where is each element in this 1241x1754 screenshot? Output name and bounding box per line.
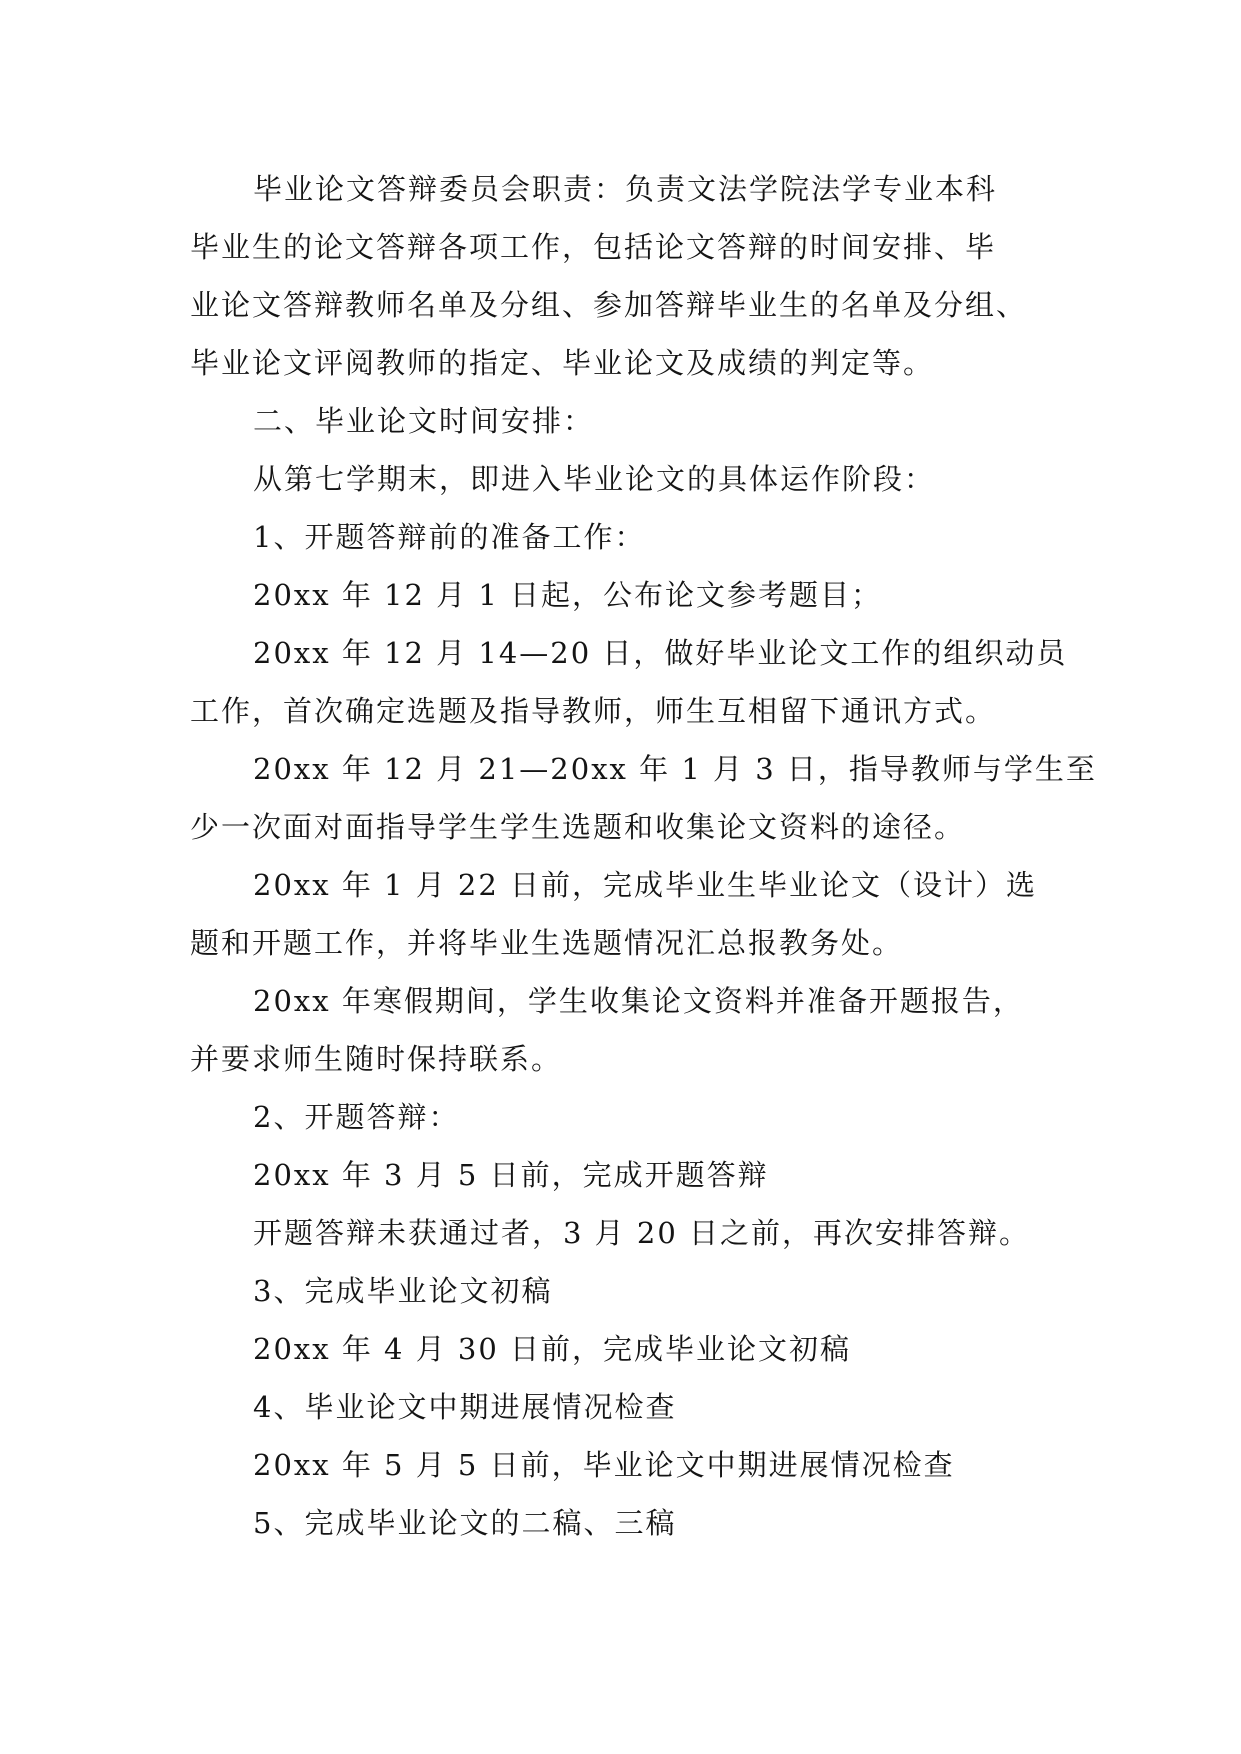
- subsection-heading: 5、完成毕业论文的二稿、三稿: [253, 1506, 677, 1540]
- text-line: 20xx 年寒假期间，学生收集论文资料并准备开题报告，: [253, 984, 1024, 1018]
- subsection-heading: 4、毕业论文中期进展情况检查: [253, 1390, 677, 1424]
- section-heading: 二、毕业论文时间安排：: [253, 404, 595, 438]
- text-line: 开题答辩未获通过者，3 月 20 日之前，再次安排答辩。: [253, 1216, 1031, 1250]
- text-line: 20xx 年 4 月 30 日前，完成毕业论文初稿: [253, 1332, 852, 1366]
- text-line: 20xx 年 3 月 5 日前，完成开题答辩: [253, 1158, 769, 1192]
- subsection-heading: 1、开题答辩前的准备工作：: [253, 520, 646, 554]
- text-line: 毕业生的论文答辩各项工作，包括论文答辩的时间安排、毕: [190, 230, 997, 264]
- text-line: 20xx 年 12 月 21—20xx 年 1 月 3 日，指导教师与学生至: [253, 752, 1097, 786]
- subsection-heading: 3、完成毕业论文初稿: [253, 1274, 553, 1308]
- text-line: 20xx 年 12 月 1 日起，公布论文参考题目；: [253, 578, 883, 612]
- text-line: 业论文答辩教师名单及分组、参加答辩毕业生的名单及分组、: [190, 288, 1028, 322]
- text-line: 20xx 年 12 月 14—20 日，做好毕业论文工作的组织动员: [253, 636, 1068, 670]
- text-line: 工作，首次确定选题及指导教师，师生互相留下通讯方式。: [190, 694, 997, 728]
- text-line: 毕业论文答辩委员会职责：负责文法学院法学专业本科: [253, 172, 998, 206]
- text-line: 毕业论文评阅教师的指定、毕业论文及成绩的判定等。: [190, 346, 935, 380]
- document-page: [190, 160, 1097, 1552]
- text-line: 少一次面对面指导学生学生选题和收集论文资料的途径。: [190, 810, 966, 844]
- text-line: 20xx 年 1 月 22 日前，完成毕业生毕业论文（设计）选: [253, 868, 1038, 902]
- text-line: 从第七学期末，即进入毕业论文的具体运作阶段：: [253, 462, 936, 496]
- subsection-heading: 2、开题答辩：: [253, 1100, 460, 1134]
- text-line: 题和开题工作，并将毕业生选题情况汇总报教务处。: [190, 926, 904, 960]
- text-line: 并要求师生随时保持联系。: [190, 1042, 563, 1076]
- text-line: 20xx 年 5 月 5 日前，毕业论文中期进展情况检查: [253, 1448, 955, 1482]
